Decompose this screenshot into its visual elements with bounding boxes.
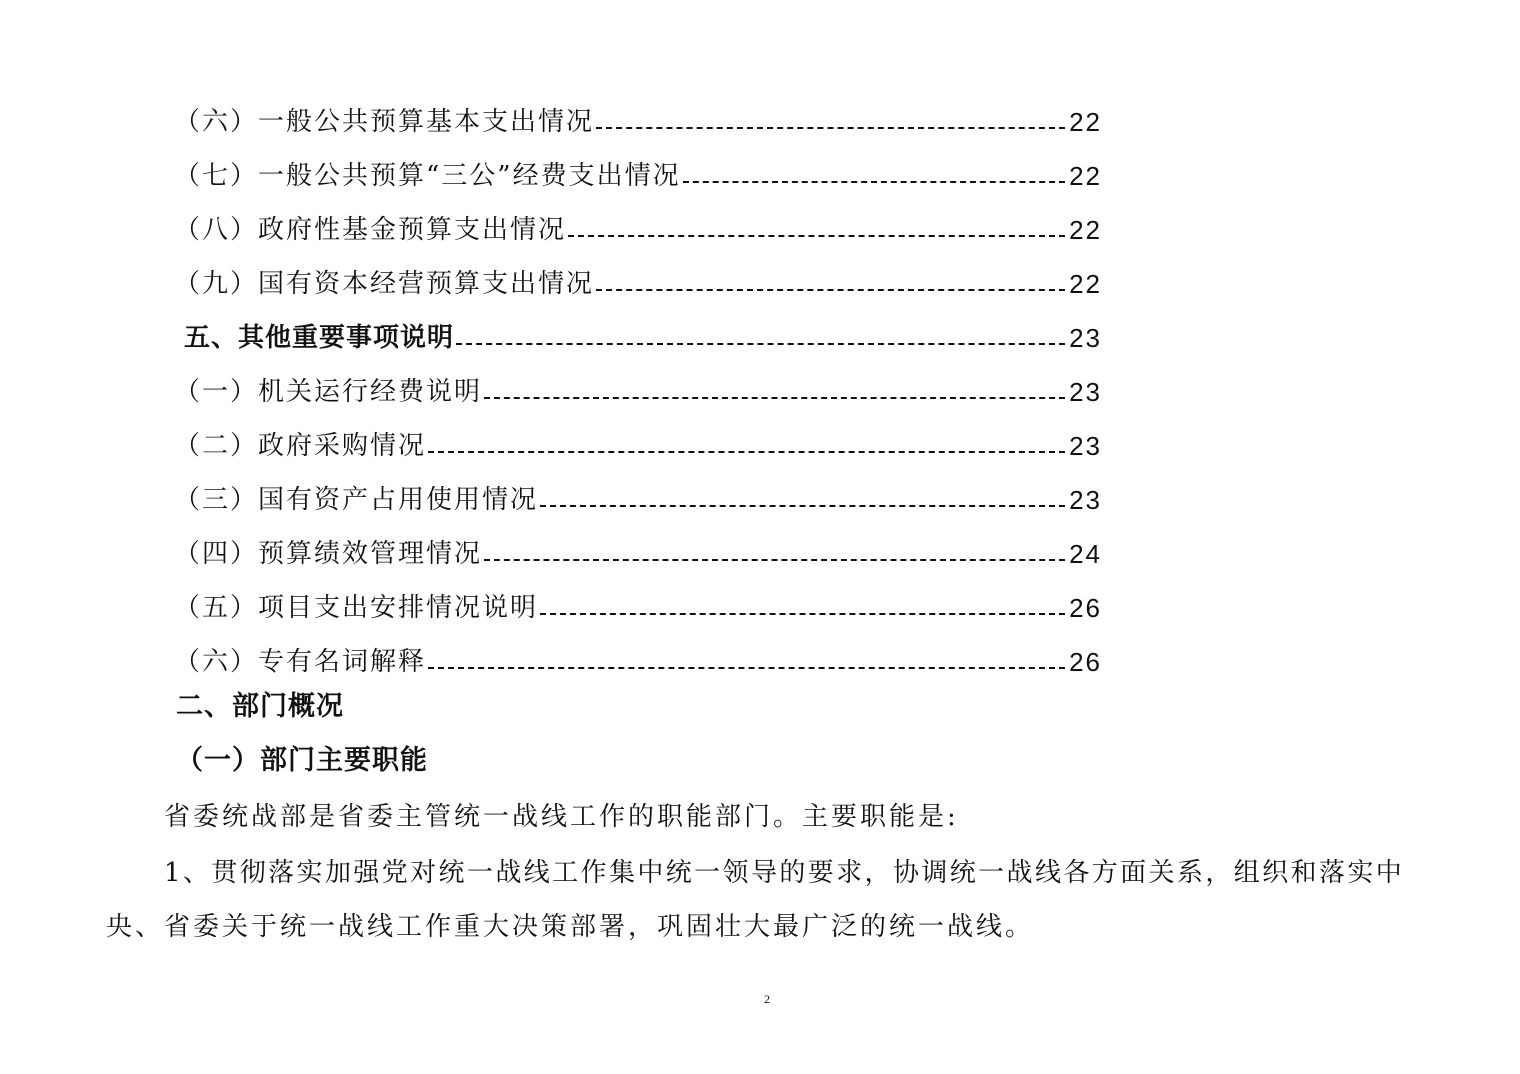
toc-entry[interactable]: [174, 426, 1102, 466]
toc-entry-page: 22: [1069, 269, 1102, 299]
toc-entry-page: 22: [1069, 161, 1102, 191]
toc-leader: [568, 235, 1065, 237]
toc-leader: [428, 667, 1065, 669]
toc-leader: [683, 181, 1065, 183]
toc-entry-page: 24: [1069, 539, 1102, 569]
toc-entry-page: 23: [1069, 377, 1102, 407]
toc-entry-page: 22: [1069, 215, 1102, 245]
toc-entry[interactable]: [174, 264, 1102, 304]
toc-entry[interactable]: [174, 372, 1102, 412]
toc-leader: [540, 613, 1065, 615]
toc-entry[interactable]: [174, 534, 1102, 574]
toc-entry-title: （六）一般公共预算基本支出情况: [174, 107, 595, 137]
section-subheading: （一）部门主要职能: [176, 745, 428, 776]
toc-leader: [484, 559, 1065, 561]
toc-entry-page: 23: [1069, 323, 1102, 353]
toc-entry-title: （八）政府性基金预算支出情况: [174, 215, 567, 245]
toc-entry[interactable]: [174, 588, 1102, 628]
toc-entry[interactable]: [174, 102, 1102, 142]
toc-entry[interactable]: [174, 210, 1102, 250]
toc-leader: [596, 127, 1065, 129]
intro-paragraph: 省委统战部是省委主管统一战线工作的职能部门。主要职能是:: [164, 802, 959, 832]
toc-entry[interactable]: [174, 642, 1102, 682]
section-heading: 二、部门概况: [176, 691, 344, 722]
toc-leader: [456, 343, 1065, 345]
toc-entry[interactable]: [174, 156, 1102, 196]
toc-entry-page: 26: [1069, 593, 1102, 623]
toc-entry-title: （二）政府采购情况: [174, 431, 427, 461]
duty-item-1-line-1: 1、贯彻落实加强党对统一战线工作集中统一领导的要求，协调统一战线各方面关系，组织和落实中: [164, 858, 1405, 888]
toc-leader: [428, 451, 1065, 453]
toc-entry-page: 23: [1069, 431, 1102, 461]
toc-entry-page: 22: [1069, 107, 1102, 137]
page-number: 2: [764, 992, 770, 1006]
toc-leader: [484, 397, 1065, 399]
duty-item-1-line-2: 央、省委关于统一战线工作重大决策部署，巩固壮大最广泛的统一战线。: [106, 912, 1035, 942]
toc-entry-section[interactable]: [184, 318, 1102, 358]
toc-entry-page: 26: [1069, 647, 1102, 677]
toc-entry-page: 23: [1069, 485, 1102, 515]
toc-entry[interactable]: [174, 480, 1102, 520]
toc-entry-title: （六）专有名词解释: [174, 647, 427, 677]
toc-leader: [596, 289, 1065, 291]
toc-entry-title: 五、其他重要事项说明: [184, 323, 455, 353]
toc-entry-title: （七）一般公共预算“三公”经费支出情况: [174, 161, 681, 191]
toc-entry-title: （三）国有资产占用使用情况: [174, 485, 539, 515]
toc-entry-title: （五）项目支出安排情况说明: [174, 593, 539, 623]
toc-entry-title: （九）国有资本经营预算支出情况: [174, 269, 595, 299]
toc-leader: [540, 505, 1065, 507]
toc-entry-title: （四）预算绩效管理情况: [174, 539, 483, 569]
toc-entry-title: （一）机关运行经费说明: [174, 377, 483, 407]
